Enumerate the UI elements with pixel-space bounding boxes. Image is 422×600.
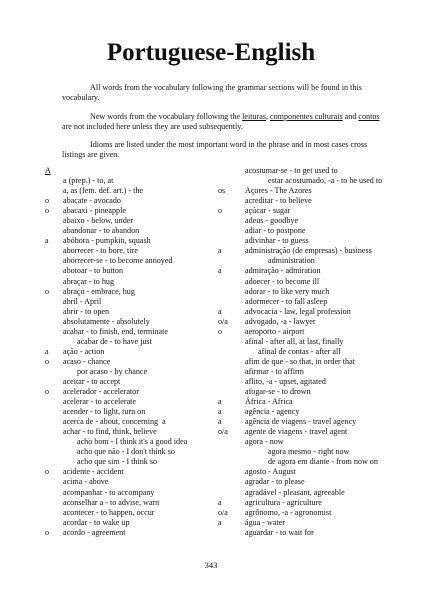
entry-text: [245, 307, 351, 317]
vocab-entry: [45, 256, 221, 266]
entry-definition: aceitar - to accept: [63, 376, 121, 386]
entry-text: [63, 317, 150, 327]
vocab-entry: [218, 327, 418, 337]
vocab-entry: [45, 277, 221, 287]
entry-definition: admiração - admiration: [245, 266, 321, 276]
entry-definition: acima - above: [63, 477, 109, 487]
entry-definition: acordo - agreement: [63, 527, 126, 537]
vocab-entry: [218, 357, 418, 367]
intro-2-componentes: componentes culturais: [270, 112, 343, 121]
entry-definition: adorar - to like very much: [245, 286, 330, 296]
entry-definition: acerca de - about, concerning: [63, 417, 159, 427]
entry-text: [245, 317, 316, 327]
entry-definition: acostumar-se - to get used to: [245, 166, 338, 175]
entry-text: [245, 417, 356, 427]
entry-text: [245, 407, 299, 417]
entry-text: [245, 397, 293, 407]
article-marker: a: [218, 266, 222, 276]
entry-text: [245, 337, 343, 347]
entry-text: [245, 518, 285, 528]
entry-text: [63, 226, 139, 236]
article-marker: o/a: [218, 316, 228, 326]
entry-text: [63, 477, 108, 487]
entry-text: [63, 236, 151, 246]
vocab-entry: [45, 488, 221, 498]
vocab-entry: [218, 287, 418, 297]
entry-text: [63, 196, 121, 206]
article-marker: o: [45, 196, 50, 206]
vocab-entry: [218, 266, 418, 276]
entry-definition: agora - now: [245, 437, 284, 447]
vocab-entry: [45, 287, 221, 297]
entry-definition: aconselhar a - to advise, warn: [63, 497, 160, 507]
intro-3-text: Idioms are listed under the most important word in the phrase and in most cases cross listings are given.: [62, 140, 368, 160]
entry-definition: afim de que - so that, in order that: [245, 356, 355, 366]
vocab-entry: [45, 357, 221, 367]
intro-2-sep-2: and: [342, 112, 359, 121]
entry-definition: adoecer - to become ill: [245, 276, 320, 286]
entry-text: [245, 196, 312, 206]
entry-text: [77, 437, 187, 447]
entry-text: [63, 498, 159, 508]
article-marker: a: [218, 497, 222, 507]
article-marker: o: [218, 326, 223, 336]
vocab-entry: [45, 246, 221, 256]
entry-text: [63, 528, 125, 538]
entry-definition: acaso - chance: [63, 356, 111, 366]
entry-definition: abotoar - to button: [63, 266, 124, 276]
entry-text: [63, 266, 123, 276]
entry-definition: afirmar - to affirm: [245, 366, 304, 376]
entry-text: [63, 508, 154, 518]
entry-text: [245, 297, 327, 307]
entry-definition: afinal de contas - after all: [258, 346, 341, 356]
vocab-entry: [218, 317, 418, 327]
vocab-entry: [45, 437, 221, 447]
entry-text: [63, 427, 157, 437]
entry-text: [245, 206, 290, 216]
vocab-entry: [218, 427, 418, 437]
entry-text: [63, 246, 138, 256]
entry-text: [63, 297, 101, 307]
entry-text: [245, 367, 304, 377]
entry-text: [245, 236, 309, 246]
entry-text: [63, 277, 114, 287]
entry-definition: adormecer - to fall asleep: [245, 296, 328, 306]
entry-text: [245, 528, 314, 538]
vocab-entry: [45, 186, 221, 196]
entry-definition: absolutamente - absolutely: [63, 316, 150, 326]
entry-definition: acho que não - I don't think so: [77, 447, 175, 457]
vocab-entry: [45, 206, 221, 216]
entry-text: [63, 397, 136, 407]
entry-definition: agradar - to please: [245, 477, 305, 487]
vocab-entry: [218, 407, 418, 417]
entry-text: [245, 437, 284, 447]
entry-text: [245, 477, 305, 487]
entry-definition: achar - to find, think, believe: [63, 427, 157, 437]
entry-definition: agência de viagens - travel agency: [245, 417, 357, 427]
intro-paragraph-3: [62, 140, 382, 161]
entry-text: [63, 206, 126, 216]
vocab-entry: [218, 226, 418, 236]
intro-1-text: All words from the vocabulary following the grammar sections will be found in this vocabulary.: [62, 83, 362, 103]
entry-text: [77, 457, 157, 467]
entry-text: [258, 347, 340, 357]
vocab-entry: [45, 377, 221, 387]
page-title: Portuguese-English: [106, 39, 316, 66]
entry-text: [245, 266, 321, 276]
entry-text: [245, 277, 319, 287]
vocab-entry: [45, 327, 221, 337]
vocab-entry: [45, 266, 221, 276]
vocab-entry: [218, 377, 418, 387]
entry-definition: acho que sim - I think so: [77, 457, 158, 467]
entry-text: [63, 327, 168, 337]
vocab-entry: [45, 467, 221, 477]
entry-definition: a (prep.) - to, at: [63, 176, 114, 186]
entry-text: [245, 377, 326, 387]
intro-2-contos: contos: [358, 112, 380, 121]
vocab-entry: [218, 297, 418, 307]
article-marker: o: [45, 387, 50, 397]
entry-definition: afinal - after all, at last, finally: [245, 336, 344, 346]
entry-text: [63, 467, 124, 477]
entry-definition: de agora em diante - from now on: [268, 457, 378, 467]
article-marker: os: [218, 186, 226, 196]
intro-paragraph-2: [62, 112, 382, 133]
entry-text: [63, 186, 143, 196]
entry-definition: água - water: [245, 517, 285, 527]
vocab-entry: [45, 518, 221, 528]
vocab-entry: [45, 216, 221, 226]
vocab-entry: [218, 447, 418, 457]
vocab-entry: [218, 518, 418, 528]
entry-text: [63, 357, 110, 367]
vocab-entry: [45, 347, 221, 357]
vocab-entry: [218, 528, 418, 538]
vocab-entry: [218, 477, 418, 487]
vocab-entry: [218, 176, 418, 186]
vocab-entry: [218, 307, 418, 317]
vocab-entry: [218, 437, 418, 447]
entry-definition: Açores - The Azores: [245, 186, 312, 196]
vocab-entry: [45, 427, 221, 437]
entry-text: [77, 367, 147, 377]
entry-definition: advogado, -a - lawyer: [245, 316, 316, 326]
entry-definition: agricultura - agriculture: [245, 497, 322, 507]
vocab-entry: [218, 347, 418, 357]
entry-definition: acidente - accident: [63, 467, 124, 477]
entry-text: [63, 518, 130, 528]
entry-definition: agente de viagens - travel agent: [245, 427, 348, 437]
entry-text: [245, 246, 372, 256]
right-column: [218, 166, 418, 538]
vocab-entry: [218, 256, 418, 266]
article-marker: a: [45, 236, 49, 246]
entry-text: [63, 407, 145, 417]
entry-definition: abaixo - below, under: [63, 216, 134, 226]
article-marker: a: [218, 417, 222, 427]
entry-text: [245, 357, 355, 367]
entry-definition: acelerar - to accelerate: [63, 397, 137, 407]
entry-definition: aborrecer - to bore, tire: [63, 246, 138, 256]
article-marker: o: [45, 286, 50, 296]
entry-text: [245, 327, 304, 337]
entry-definition: agrônomo, -a - agronomist: [245, 507, 332, 517]
entry-text: [63, 488, 154, 498]
vocab-entry: [218, 206, 418, 216]
entry-definition: advocacia - law, legal profession: [245, 306, 351, 316]
vocab-entry: [45, 176, 221, 186]
entry-text: [63, 216, 133, 226]
entry-definition: abandonar - to abandon: [63, 226, 140, 236]
vocab-entry: [218, 467, 418, 477]
entry-definition: abraçar - to hug: [63, 276, 115, 286]
page-number: 343: [204, 560, 218, 570]
section-letter: A: [45, 166, 51, 175]
article-marker: o: [45, 527, 50, 537]
entry-text: [63, 417, 166, 427]
vocab-entry: [45, 196, 221, 206]
entry-definition: ação - action: [63, 346, 105, 356]
entry-text: [245, 287, 329, 297]
vocab-entry: [218, 277, 418, 287]
vocab-entry: [45, 337, 221, 347]
entry-text: [245, 226, 305, 236]
entry-definition: abacaxi - pineapple: [63, 206, 126, 216]
entry-definition: abacate - avocado: [63, 196, 121, 206]
entry-definition: adivinhar - to guess: [245, 236, 309, 246]
vocab-entry: [218, 196, 418, 206]
entry-definition: acontecer - to happen, occur: [63, 507, 155, 517]
entry-definition: adiar - to postpone: [245, 226, 306, 236]
vocab-entry: [45, 498, 221, 508]
entry-definition: abóbora - pumpkin, squash: [63, 236, 151, 246]
vocab-entry: [45, 297, 221, 307]
entry-text: [245, 387, 311, 397]
entry-text: [245, 186, 312, 196]
entry-definition: acho bom - I think it's a good idea: [77, 437, 188, 447]
entry-definition: acordar - to wake up: [63, 517, 130, 527]
entry-text: [268, 447, 349, 457]
article-marker: a: [218, 397, 222, 407]
entry-definition: administration: [268, 256, 315, 266]
intro-2-text-b: are not included here unless they are used subsequently.: [62, 122, 243, 132]
entry-definition: estar acostumado, -a - to be used to: [268, 176, 383, 186]
article-marker: o: [218, 206, 223, 216]
entry-definition: acabar de - to have just: [77, 336, 152, 346]
vocab-entry: [45, 226, 221, 236]
entry-definition: aeroporto - airport: [245, 326, 305, 336]
vocab-entry: [45, 317, 221, 327]
entry-definition: administração (de empresas) - business: [245, 246, 372, 256]
article-marker: a: [218, 517, 222, 527]
entry-definition: agora mesmo - right now: [268, 447, 350, 457]
entry-text: [268, 176, 382, 186]
entry-definition: acabar - to finish, end, terminate: [63, 326, 168, 336]
vocab-entry: [218, 337, 418, 347]
entry-text: [245, 498, 322, 508]
entry-text: [245, 427, 347, 437]
vocab-entry: [45, 417, 221, 427]
entry-text: [63, 256, 173, 266]
vocab-entry: [218, 216, 418, 226]
vocab-entry: [218, 186, 418, 196]
article-marker: a: [218, 246, 222, 256]
entry-definition: acender - to light, turn on: [63, 407, 146, 417]
article-marker: a: [218, 306, 222, 316]
entry-text: [245, 166, 338, 176]
entry-definition: agência - agency: [245, 407, 300, 417]
article-marker: o: [45, 206, 50, 216]
entry-definition: açúcar - sugar: [245, 206, 291, 216]
entry-text: [63, 387, 139, 397]
entry-definition: aborrecer-se - to become annoyed: [63, 256, 173, 266]
entry-definition: agosto - August: [245, 467, 296, 477]
entry-text: [268, 256, 315, 266]
article-marker: o: [45, 356, 50, 366]
article-marker: a: [218, 407, 222, 417]
vocab-entry: [218, 246, 418, 256]
entry-suffix: a: [162, 417, 166, 427]
vocab-entry: [45, 387, 221, 397]
entry-text: [268, 457, 378, 467]
vocab-entry: [218, 166, 418, 176]
intro-paragraph-1: [62, 83, 382, 104]
entry-text: [63, 176, 113, 186]
entry-definition: abraço - embrace, hug: [63, 286, 135, 296]
entry-definition: aguardar - to wait for: [245, 527, 314, 537]
intro-2-leituras: leituras: [242, 112, 266, 121]
vocab-entry: [45, 166, 221, 176]
vocab-entry: [218, 397, 418, 407]
vocab-entry: [45, 508, 221, 518]
vocab-entry: [45, 477, 221, 487]
vocab-entry: [45, 236, 221, 246]
entry-definition: a, as (fem. def. art.) - the: [63, 186, 143, 196]
entry-definition: afogar-se - to drown: [245, 387, 311, 397]
entry-text: [63, 287, 135, 297]
vocab-entry: [218, 457, 418, 467]
entry-definition: acelerador - accelerator: [63, 387, 139, 397]
vocab-entry: [45, 457, 221, 467]
article-marker: a: [45, 346, 49, 356]
entry-text: [77, 337, 152, 347]
vocab-entry: [218, 387, 418, 397]
vocab-entry: [218, 417, 418, 427]
vocab-entry: [218, 498, 418, 508]
vocab-entry: [45, 407, 221, 417]
vocab-entry: [218, 367, 418, 377]
vocab-entry: [45, 447, 221, 457]
entry-text: [245, 216, 298, 226]
article-marker: o/a: [218, 507, 228, 517]
intro-2-text-a: New words from the vocabulary following the: [90, 112, 243, 121]
vocab-entry: [218, 508, 418, 518]
vocab-entry: [45, 528, 221, 538]
vocab-entry: [218, 236, 418, 246]
entry-definition: agradável - pleasant, agreeable: [245, 487, 345, 497]
entry-text: [63, 347, 104, 357]
entry-text: [63, 377, 120, 387]
entry-definition: acompanhar - to accompany: [63, 487, 155, 497]
entry-definition: África - Africa: [245, 397, 293, 407]
entry-definition: aflito, -a - upset, agitated: [245, 376, 326, 386]
entry-text: [245, 488, 345, 498]
vocab-entry: [218, 488, 418, 498]
entry-definition: abril - April: [63, 296, 102, 306]
entry-text: [63, 307, 109, 317]
entry-definition: acreditar - to believe: [245, 196, 312, 206]
intro-2-sep-1: ,: [266, 112, 271, 121]
entry-text: [245, 467, 296, 477]
vocab-entry: [45, 397, 221, 407]
entry-text: [77, 447, 175, 457]
article-marker: o/a: [218, 427, 228, 437]
left-column: [45, 166, 221, 538]
entry-definition: adeus - goodbye: [245, 216, 299, 226]
entry-definition: por acaso - by chance: [77, 366, 148, 376]
entry-text: [245, 508, 331, 518]
vocab-entry: [45, 307, 221, 317]
vocab-entry: [45, 367, 221, 377]
entry-definition: abrir - to open: [63, 306, 110, 316]
article-marker: o: [45, 467, 50, 477]
